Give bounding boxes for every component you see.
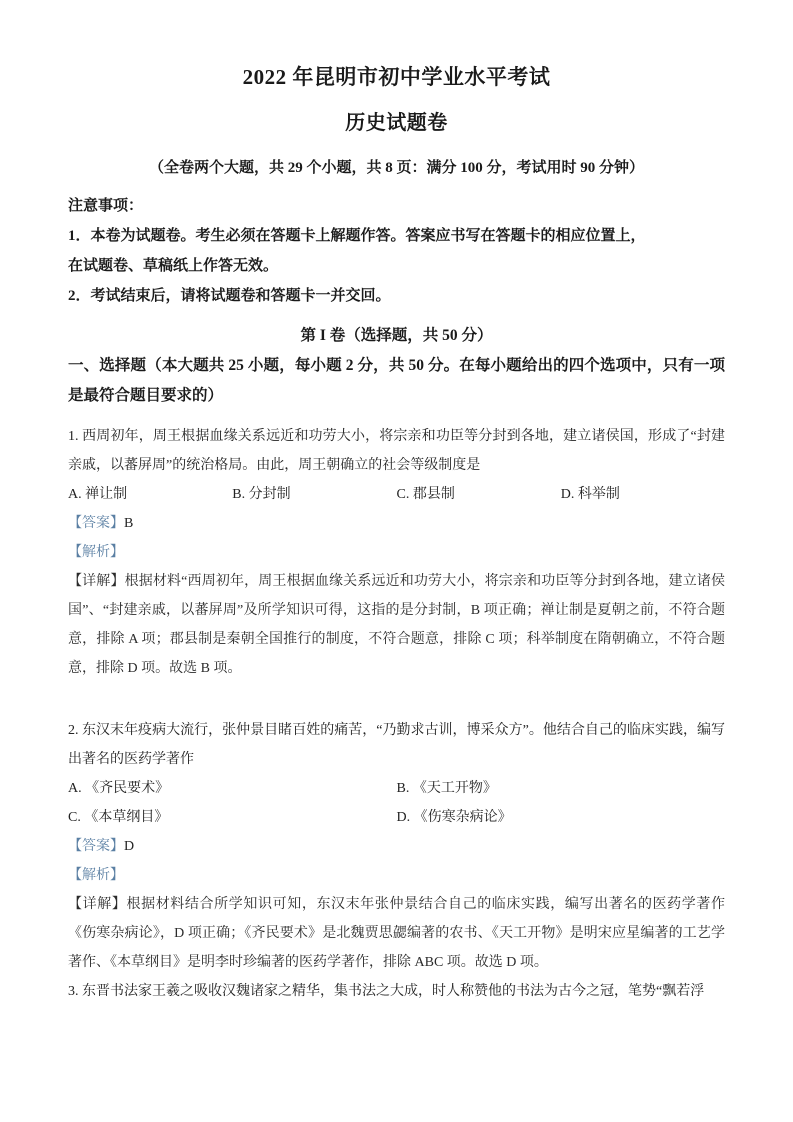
question-1-options: [68, 480, 725, 509]
answer-marker: 【答案】: [68, 516, 124, 531]
section-one-instructions: 一、选择题（本大题共 25 小题，每小题 2 分，共 50 分。在每小题给出的四个选项中，只有一项是最符合题目要求的）: [68, 357, 725, 404]
analysis-marker: 【解析】: [68, 868, 124, 883]
answer-marker: 【答案】: [68, 839, 124, 854]
question-2-answer: [68, 832, 725, 861]
question-2-analysis-marker-line: [68, 861, 725, 890]
question-2-option-c[interactable]: C. 《本草纲目》: [68, 810, 169, 825]
page-subtitle: 历史试题卷: [345, 112, 448, 134]
question-1-analysis-marker-line: [68, 538, 725, 567]
question-3: [68, 977, 725, 1006]
question-1-option-b[interactable]: B. 分封制: [232, 487, 291, 502]
part-one-title: 第 I 卷（选择题，共 50 分）: [300, 327, 493, 344]
question-2-stem: 2. 东汉末年疫病大流行，张仲景目睹百姓的痛苦，“乃勤求古训，博采众方”。他结合自己的临床实践，编写出著名的医药学著作: [68, 723, 725, 767]
question-1: [68, 411, 725, 683]
question-2-option-b[interactable]: B. 《天工开物》: [396, 781, 497, 796]
question-2-detail-text: 根据材料结合所学知识可知，东汉末年张仲景结合自己的临床实践，编写出著名的医药学著作《伤寒杂病论》，D 项正确；《齐民要术》是北魏贾思勰编著的农书、《天工开物》是明宋应星编著的工艺学著作、《本草纲目》是明李时珍编著的医药学著作，排除 ABC 项。故选 D 项。: [68, 897, 726, 970]
question-2-options-row-1: [68, 774, 725, 803]
question-3-stem: 3. 东晋书法家王羲之吸收汉魏诸家之精华，集书法之大成，时人称赞他的书法为古今之冠，笔势“飘若浮: [68, 984, 705, 999]
detail-marker: 【详解】: [68, 574, 125, 589]
question-spacer: [68, 683, 725, 705]
analysis-marker: 【解析】: [68, 545, 124, 560]
exam-meta-line: （全卷两个大题，共 29 个小题，共 8 页：满分 100 分，考试用时 90 分钟）: [148, 160, 644, 176]
question-1-option-d[interactable]: D. 科举制: [560, 487, 620, 502]
notice-heading: 注意事项：: [68, 198, 144, 214]
question-1-stem: 1. 西周初年，周王根据血缘关系远近和功劳大小，将宗亲和功臣等分封到各地，建立诸侯国，形成了“封建亲戚，以蕃屏周”的统治格局。由此，周王朝确立的社会等级制度是: [68, 429, 725, 473]
question-2: [68, 705, 725, 977]
question-1-detail: [68, 567, 725, 683]
notice-item-2: 2．考试结束后，请将试题卷和答题卡一并交回。: [68, 288, 391, 304]
question-1-answer-value: B: [124, 516, 134, 531]
notice-item-1-cont: 在试题卷、草稿纸上作答无效。: [68, 258, 279, 274]
page-title: 2022 年昆明市初中学业水平考试: [242, 65, 551, 89]
notice-block: [68, 181, 725, 311]
question-2-detail: [68, 890, 725, 977]
question-2-answer-value: D: [124, 839, 135, 854]
question-1-detail-text: 根据材料“西周初年，周王根据血缘关系远近和功劳大小，将宗亲和功臣等分封到各地，建立诸侯国”、“封建亲戚，以蕃屏周”及所学知识可得，这指的是分封制，B 项正确；禅让制是夏朝之前，不符合题意，排除 A 项；郡县制是秦朝全国推行的制度，不符合题意，排除 C 项；科举制度在隋朝确立，不符合题意，排除 D 项。故选 B 项。: [68, 574, 725, 676]
question-1-option-a[interactable]: A. 禅让制: [68, 487, 128, 502]
question-2-option-a[interactable]: A. 《齐民要术》: [68, 781, 170, 796]
question-1-option-c[interactable]: C. 郡县制: [396, 487, 455, 502]
question-2-option-d[interactable]: D. 《伤寒杂病论》: [396, 810, 512, 825]
detail-marker: 【详解】: [68, 897, 127, 912]
question-1-answer: [68, 509, 725, 538]
question-2-options-row-2: [68, 803, 725, 832]
notice-item-1: 1．本卷为试题卷。考生必须在答题卡上解题作答。答案应书写在答题卡的相应位置上，: [68, 228, 646, 244]
